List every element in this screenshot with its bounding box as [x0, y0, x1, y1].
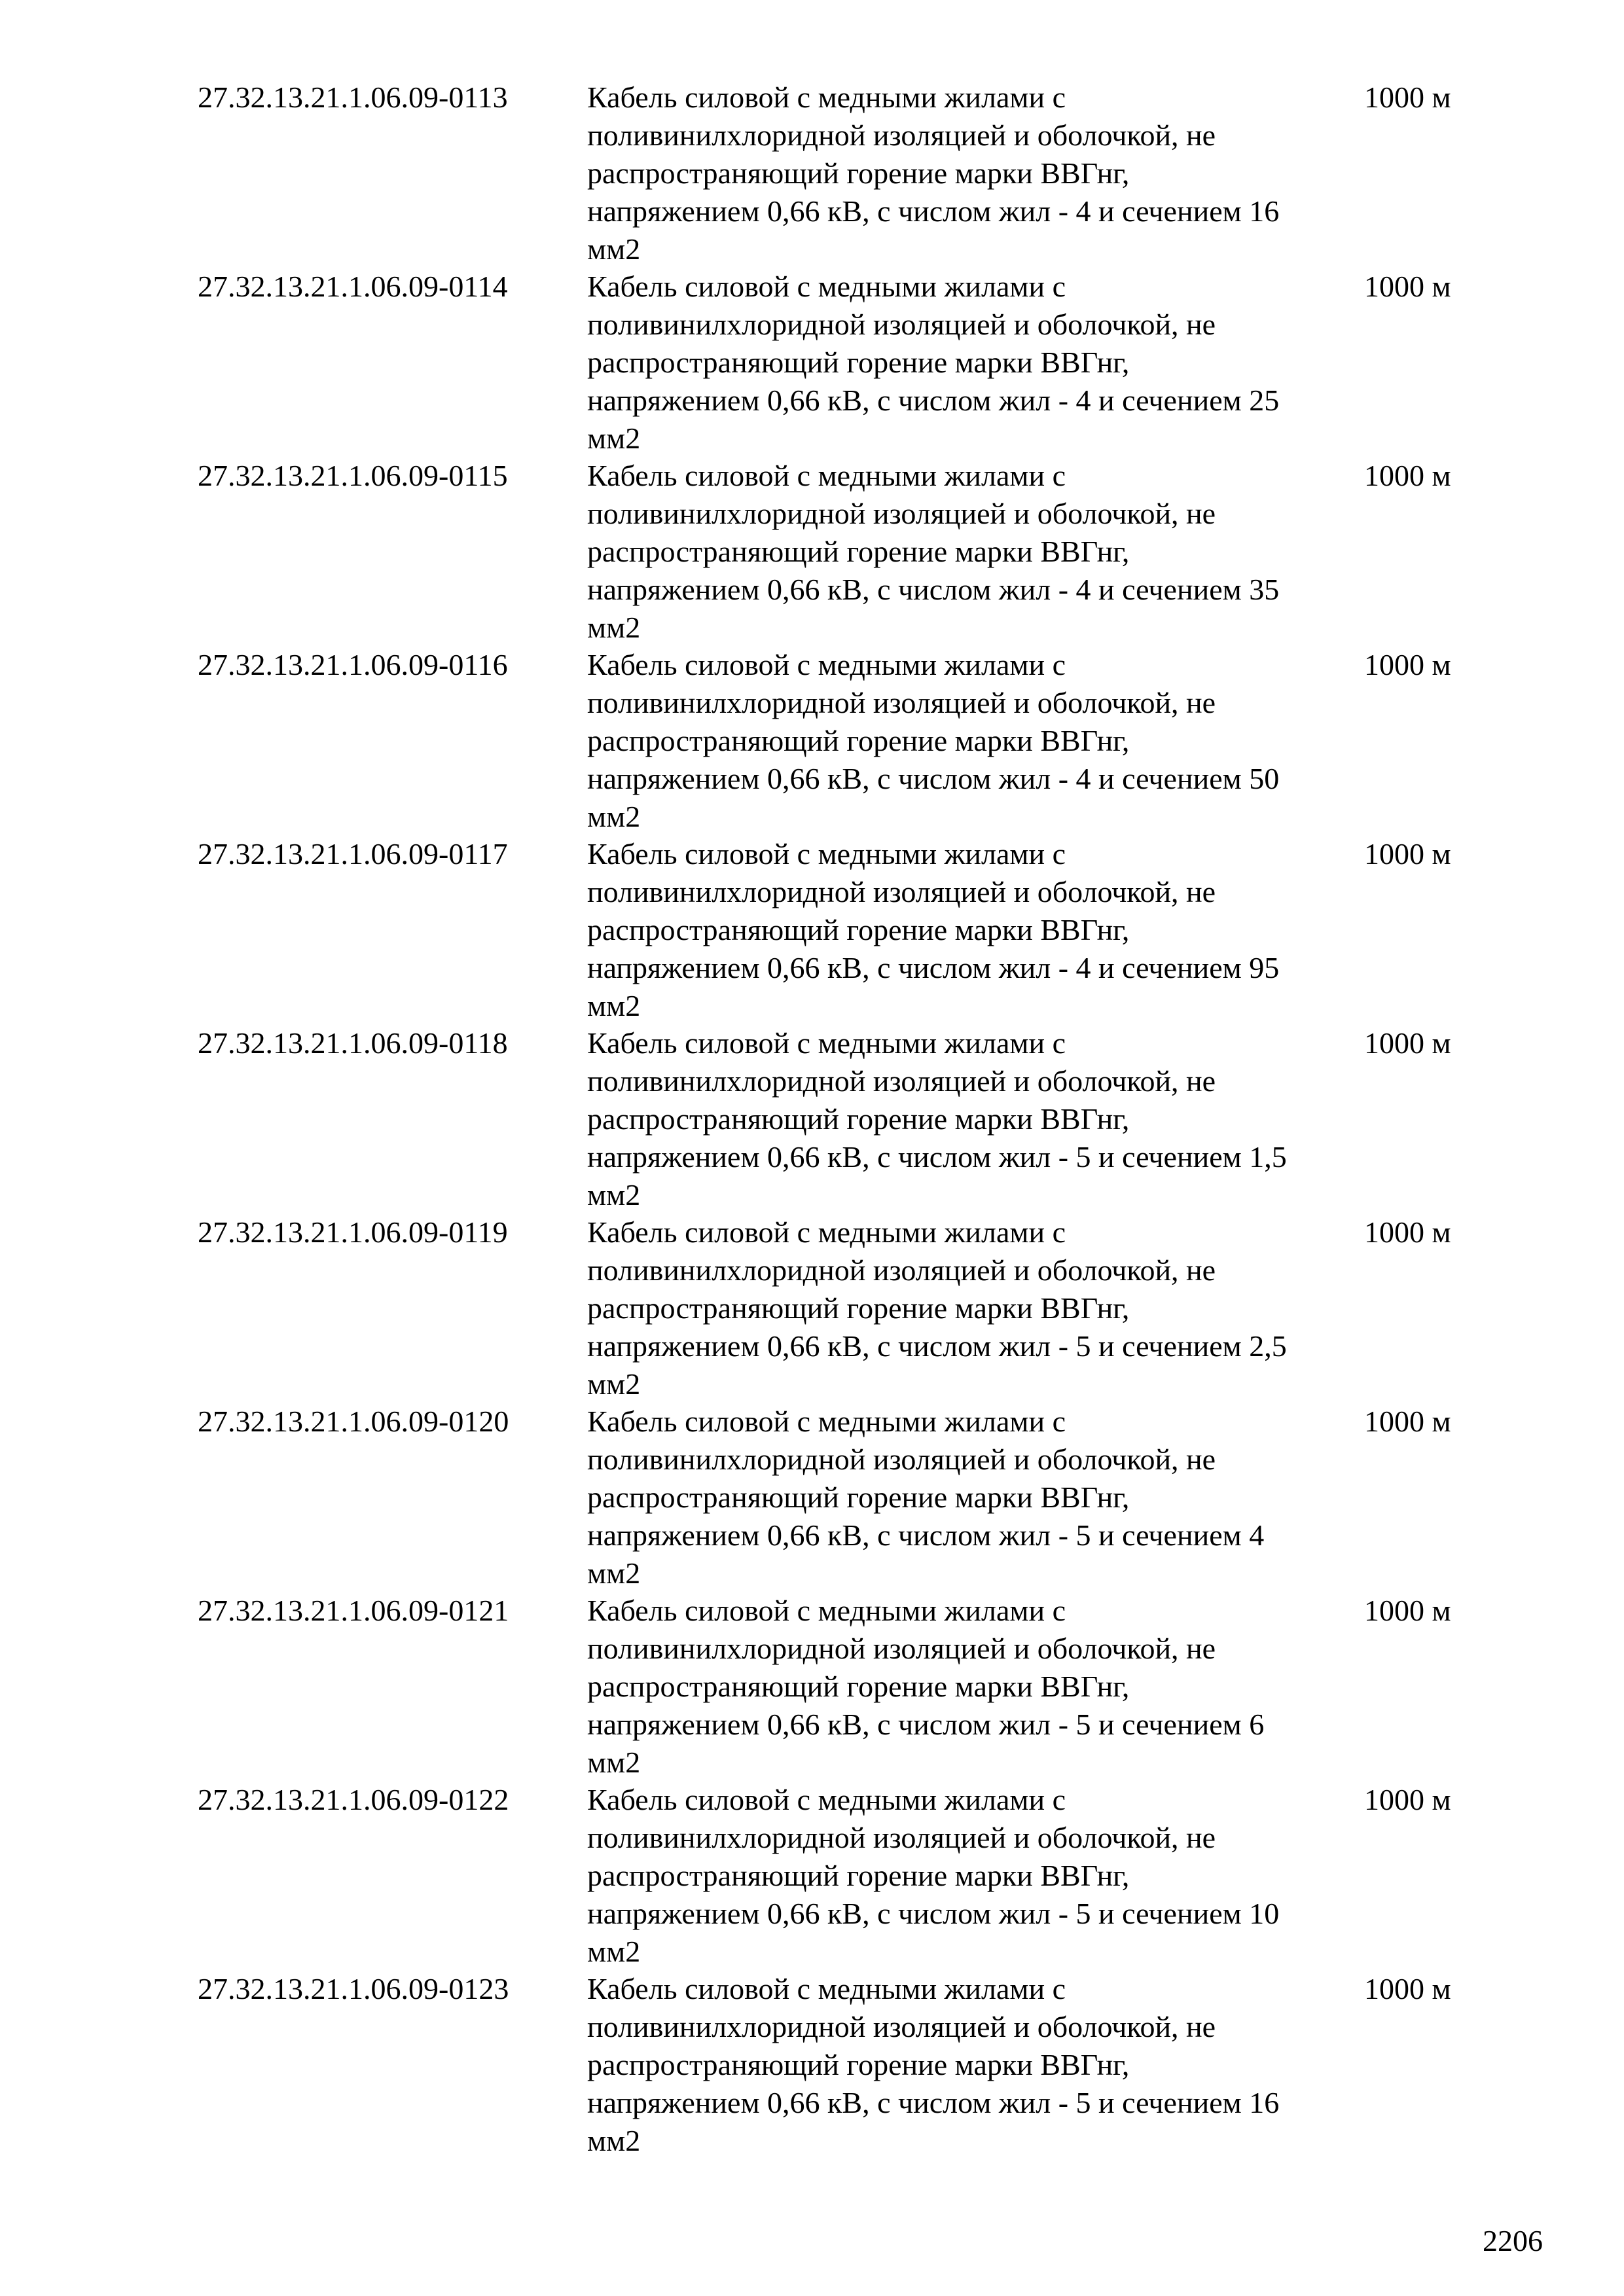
description-line: мм2: [587, 232, 641, 266]
resource-description: [587, 1403, 1373, 1592]
resource-description: [587, 268, 1373, 457]
measurement-unit: 1000 м: [1364, 1972, 1451, 2005]
description-line: мм2: [587, 1935, 641, 1968]
resource-description: [587, 1592, 1373, 1782]
description-line: напряжением 0,66 кВ, с числом жил - 4 и сечением 50: [587, 762, 1280, 795]
description-line: Кабель силовой с медными жилами с: [587, 81, 1066, 114]
resource-code: 27.32.13.21.1.06.09-0118: [198, 1026, 508, 1060]
description-line: распространяющий горение марки ВВГнг,: [587, 724, 1130, 757]
description-line: распространяющий горение марки ВВГнг,: [587, 1670, 1130, 1703]
description-line: распространяющий горение марки ВВГнг,: [587, 913, 1130, 946]
resource-code: 27.32.13.21.1.06.09-0121: [198, 1594, 509, 1627]
description-line: распространяющий горение марки ВВГнг,: [587, 1480, 1130, 1514]
description-line: поливинилхлоридной изоляцией и оболочкой, не: [587, 1253, 1216, 1287]
description-line: поливинилхлоридной изоляцией и оболочкой, не: [587, 1443, 1216, 1476]
description-line: напряжением 0,66 кВ, с числом жил - 5 и сечением 6: [587, 1708, 1265, 1741]
description-line: мм2: [587, 611, 641, 644]
table-row: [0, 1592, 1624, 1781]
measurement-unit: 1000 м: [1364, 648, 1451, 681]
description-line: Кабель силовой с медными жилами с: [587, 459, 1066, 492]
description-line: мм2: [587, 1556, 641, 1590]
description-line: мм2: [587, 1178, 641, 1211]
description-line: поливинилхлоридной изоляцией и оболочкой, не: [587, 308, 1216, 341]
measurement-unit: 1000 м: [1364, 1783, 1451, 1816]
measurement-unit: 1000 м: [1364, 459, 1451, 492]
description-line: Кабель силовой с медными жилами с: [587, 1783, 1066, 1816]
description-line: напряжением 0,66 кВ, с числом жил - 5 и сечением 16: [587, 2086, 1280, 2119]
table-row: [0, 79, 1624, 268]
resource-description: [587, 1213, 1373, 1403]
description-line: напряжением 0,66 кВ, с числом жил - 4 и сечением 16: [587, 194, 1280, 228]
resource-description: [587, 835, 1373, 1025]
measurement-unit: 1000 м: [1364, 1026, 1451, 1060]
description-line: поливинилхлоридной изоляцией и оболочкой, не: [587, 1632, 1216, 1665]
description-line: мм2: [587, 1367, 641, 1401]
measurement-unit: 1000 м: [1364, 81, 1451, 114]
resource-description: [587, 1781, 1373, 1971]
resource-description: [587, 79, 1373, 268]
table-row: [0, 457, 1624, 646]
description-line: Кабель силовой с медными жилами с: [587, 1405, 1066, 1438]
resource-code: 27.32.13.21.1.06.09-0123: [198, 1972, 509, 2005]
table-row: [0, 1213, 1624, 1403]
description-line: мм2: [587, 2124, 641, 2157]
description-line: распространяющий горение марки ВВГнг,: [587, 2048, 1130, 2081]
description-line: напряжением 0,66 кВ, с числом жил - 4 и сечением 35: [587, 573, 1280, 606]
description-line: Кабель силовой с медными жилами с: [587, 1026, 1066, 1060]
page-number: 2206: [1483, 2224, 1543, 2257]
description-line: напряжением 0,66 кВ, с числом жил - 4 и сечением 25: [587, 384, 1280, 417]
measurement-unit: 1000 м: [1364, 837, 1451, 870]
description-line: мм2: [587, 800, 641, 833]
resource-description: [587, 457, 1373, 647]
description-line: Кабель силовой с медными жилами с: [587, 837, 1066, 870]
description-line: поливинилхлоридной изоляцией и оболочкой, не: [587, 875, 1216, 908]
description-line: поливинилхлоридной изоляцией и оболочкой, не: [587, 2010, 1216, 2043]
description-line: распространяющий горение марки ВВГнг,: [587, 156, 1130, 190]
description-line: распространяющий горение марки ВВГнг,: [587, 346, 1130, 379]
description-line: напряжением 0,66 кВ, с числом жил - 4 и сечением 95: [587, 951, 1280, 984]
description-line: распространяющий горение марки ВВГнг,: [587, 1102, 1130, 1136]
description-line: Кабель силовой с медными жилами с: [587, 1594, 1066, 1627]
measurement-unit: 1000 м: [1364, 1215, 1451, 1249]
resource-code: 27.32.13.21.1.06.09-0120: [198, 1405, 509, 1438]
description-line: напряжением 0,66 кВ, с числом жил - 5 и сечением 4: [587, 1518, 1265, 1552]
description-line: поливинилхлоридной изоляцией и оболочкой, не: [587, 1064, 1216, 1098]
table-row: [0, 268, 1624, 457]
resource-code: 27.32.13.21.1.06.09-0115: [198, 459, 508, 492]
resource-code: 27.32.13.21.1.06.09-0117: [198, 837, 508, 870]
description-line: поливинилхлоридной изоляцией и оболочкой, не: [587, 118, 1216, 152]
resource-code: 27.32.13.21.1.06.09-0119: [198, 1215, 508, 1249]
description-line: поливинилхлоридной изоляцией и оболочкой, не: [587, 1821, 1216, 1854]
description-line: Кабель силовой с медными жилами с: [587, 270, 1066, 303]
resource-code: 27.32.13.21.1.06.09-0116: [198, 648, 508, 681]
description-line: Кабель силовой с медными жилами с: [587, 648, 1066, 681]
description-line: напряжением 0,66 кВ, с числом жил - 5 и сечением 10: [587, 1897, 1280, 1930]
resource-code: 27.32.13.21.1.06.09-0114: [198, 270, 508, 303]
table-row: [0, 835, 1624, 1024]
resource-description: [587, 646, 1373, 836]
description-line: поливинилхлоридной изоляцией и оболочкой, не: [587, 497, 1216, 530]
description-line: распространяющий горение марки ВВГнг,: [587, 1291, 1130, 1325]
description-line: мм2: [587, 989, 641, 1022]
description-line: напряжением 0,66 кВ, с числом жил - 5 и сечением 2,5: [587, 1329, 1287, 1363]
resource-code: 27.32.13.21.1.06.09-0122: [198, 1783, 509, 1816]
table-row: [0, 1781, 1624, 1970]
description-line: мм2: [587, 422, 641, 455]
measurement-unit: 1000 м: [1364, 1594, 1451, 1627]
description-line: мм2: [587, 1746, 641, 1779]
table-row: [0, 1024, 1624, 1213]
description-line: распространяющий горение марки ВВГнг,: [587, 535, 1130, 568]
resource-description: [587, 1024, 1373, 1214]
description-line: Кабель силовой с медными жилами с: [587, 1215, 1066, 1249]
description-line: Кабель силовой с медными жилами с: [587, 1972, 1066, 2005]
description-line: поливинилхлоридной изоляцией и оболочкой, не: [587, 686, 1216, 719]
resource-description: [587, 1970, 1373, 2160]
measurement-unit: 1000 м: [1364, 270, 1451, 303]
measurement-unit: 1000 м: [1364, 1405, 1451, 1438]
resource-code: 27.32.13.21.1.06.09-0113: [198, 81, 508, 114]
resource-table: [0, 79, 1624, 2159]
table-row: [0, 1403, 1624, 1592]
table-row: [0, 1970, 1624, 2159]
description-line: напряжением 0,66 кВ, с числом жил - 5 и сечением 1,5: [587, 1140, 1287, 1174]
description-line: распространяющий горение марки ВВГнг,: [587, 1859, 1130, 1892]
table-row: [0, 646, 1624, 835]
